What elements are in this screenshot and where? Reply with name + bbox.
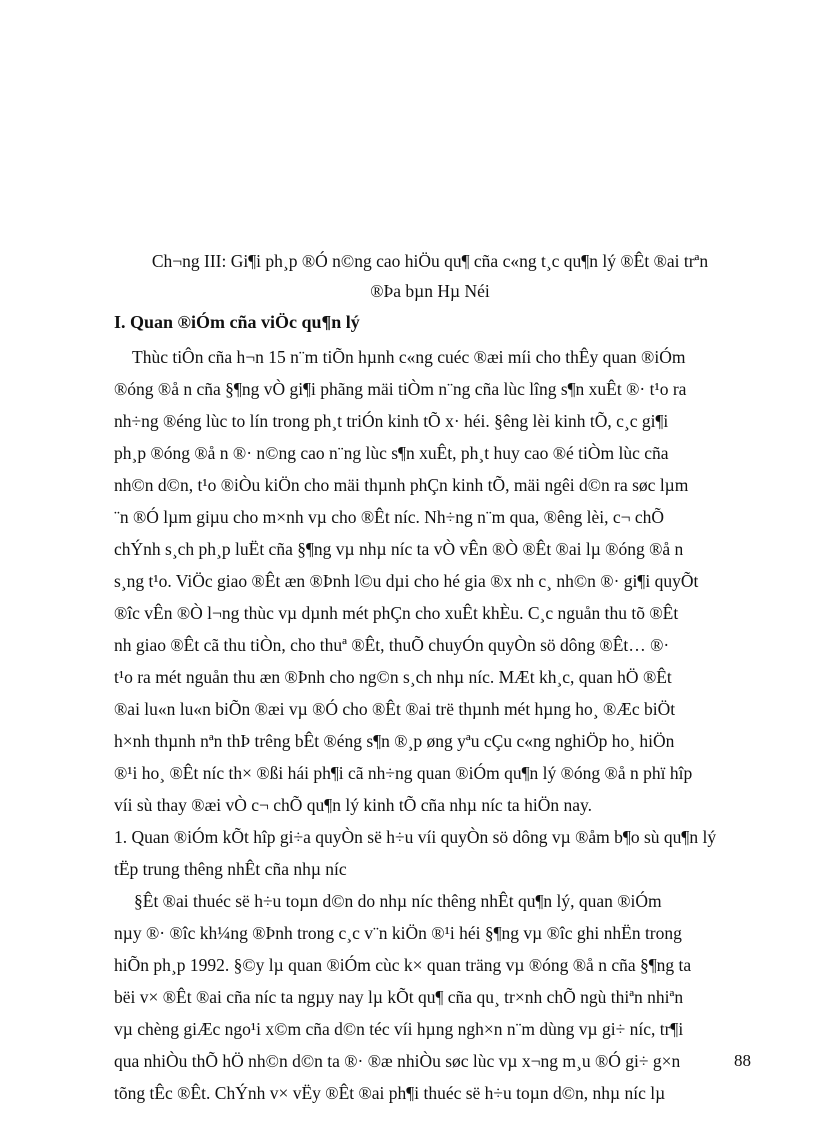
paragraph-line: s¸ng t¹o. ViÖc giao ®Êt æn ®Þnh l©u dµi cho hé gia ®x nh c¸ nh©n ®· gi¶i quyÕt	[114, 571, 699, 591]
paragraph-line: chÝnh s¸ch ph¸p luËt cña §¶ng vµ nhµ níc ta vÒ vÊn ®Ò ®Êt ®ai lµ ®óng ®å n	[114, 539, 684, 559]
page-number: 88	[734, 1051, 751, 1070]
paragraph-line: Thùc tiÔn cña h¬n 15 n¨m tiÕn hµnh c«ng cuéc ®æi míi cho thÊy quan ®iÓm	[132, 347, 686, 367]
paragraph-line: t¹o ra mét nguån thu æn ®Þnh cho ng©n s¸ch nhµ níc. MÆt kh¸c, quan hÖ ®Êt	[114, 667, 672, 687]
subsection-heading-line-2: tËp trung thêng nhÊt cña nhµ níc	[114, 859, 347, 879]
paragraph-line: víi sù thay ®æi vÒ c¬ chÕ qu¶n lý kinh tÕ cña nhµ níc ta hiÖn nay.	[114, 795, 592, 815]
paragraph-line: nh giao ®Êt cã thu tiÒn, cho thuª ®Êt, thuÕ chuyÓn quyÒn sö dông ®Êt… ®·	[114, 635, 670, 655]
paragraph-line: bëi v× ®Êt ®ai cña níc ta ngµy nay lµ kÕt qu¶ cña qu¸ tr×nh chÕ ngù thiªn nhiªn	[114, 987, 684, 1007]
paragraph-line: nh©n d©n, t¹o ®iÒu kiÖn cho mäi thµnh phÇn kinh tÕ, mäi ngêi d©n ra søc lµm	[114, 475, 689, 495]
paragraph-line: vµ chèng giÆc ngo¹i x©m cña d©n téc víi hµng ngh×n n¨m dùng vµ gi÷ níc, tr¶i	[114, 1019, 684, 1039]
paragraph-line: §Êt ®ai thuéc së h÷u toµn d©n do nhµ níc thêng nhÊt qu¶n lý, quan ®iÓm	[134, 891, 662, 911]
paragraph-line: hiÕn ph¸p 1992. §©y lµ quan ®iÓm cùc k× quan träng vµ ®óng ®å n cña §¶ng ta	[114, 955, 692, 975]
paragraph-line: tõng tÊc ®Êt. ChÝnh v× vËy ®Êt ®ai ph¶i thuéc së h÷u toµn d©n, nhµ níc lµ	[114, 1083, 666, 1103]
paragraph-line: nµy ®· ®îc kh¼ng ®Þnh trong c¸c v¨n kiÖn ®¹i héi §¶ng vµ ®îc ghi nhËn trong	[114, 923, 682, 943]
paragraph-line: ®óng ®å n cña §¶ng vÒ gi¶i phãng mäi tiÒm n¨ng cña lùc lîng s¶n xuÊt ®· t¹o ra	[114, 379, 687, 399]
subsection-heading-line-1: 1. Quan ®iÓm kÕt hîp gi÷a quyÒn së h÷u víi quyÒn sö dông vµ ®åm b¶o sù qu¶n lý	[114, 827, 717, 847]
paragraph-line: ¨n ®Ó lµm giµu cho m×nh vµ cho ®Êt níc. Nh÷ng n¨m qua, ®êng lèi, c¬ chÕ	[114, 507, 665, 527]
chapter-title-line-1: Ch¬ng III: Gi¶i ph¸p ®Ó n©ng cao hiÖu qu¶ cña c«ng t¸c qu¶n lý ®Êt ®ai trªn	[151, 251, 709, 271]
paragraph-line: ®ai lu«n lu«n biÕn ®æi vµ ®Ó cho ®Êt ®ai trë thµnh mét hµng ho¸ ®Æc biÖt	[114, 699, 676, 719]
paragraph-line: nh÷ng ®éng lùc to lín trong ph¸t triÓn kinh tÕ x· héi. §êng lèi kinh tÕ, c¸c gi¶i	[114, 411, 669, 431]
paragraph-line: ph¸p ®óng ®å n ®· n©ng cao n¨ng lùc s¶n xuÊt, ph¸t huy cao ®é tiÒm lùc cña	[114, 443, 669, 463]
section-heading: I. Quan ®iÓm cña viÖc qu¶n lý	[114, 312, 360, 332]
paragraph-line: qua nhiÒu thÕ hÖ nh©n d©n ta ®· ®æ nhiÒu søc lùc vµ x¬ng m¸u ®Ó gi÷ g×n	[114, 1051, 681, 1071]
paragraph-line: ®¹i ho¸ ®Êt níc th× ®ßi hái ph¶i cã nh÷ng quan ®iÓm qu¶n lý ®óng ®å n phï hîp	[114, 763, 693, 783]
paragraph-line: h×nh thµnh nªn thÞ trêng bÊt ®éng s¶n ®¸p øng yªu cÇu c«ng nghiÖp ho¸ hiÖn	[114, 731, 675, 751]
chapter-title-line-2: ®Þa bµn Hµ Néi	[370, 281, 490, 301]
paragraph-line: ®îc vÊn ®Ò l¬ng thùc vµ dµnh mét phÇn cho xuÊt khÈu. C¸c nguån thu tõ ®Êt	[114, 603, 679, 623]
